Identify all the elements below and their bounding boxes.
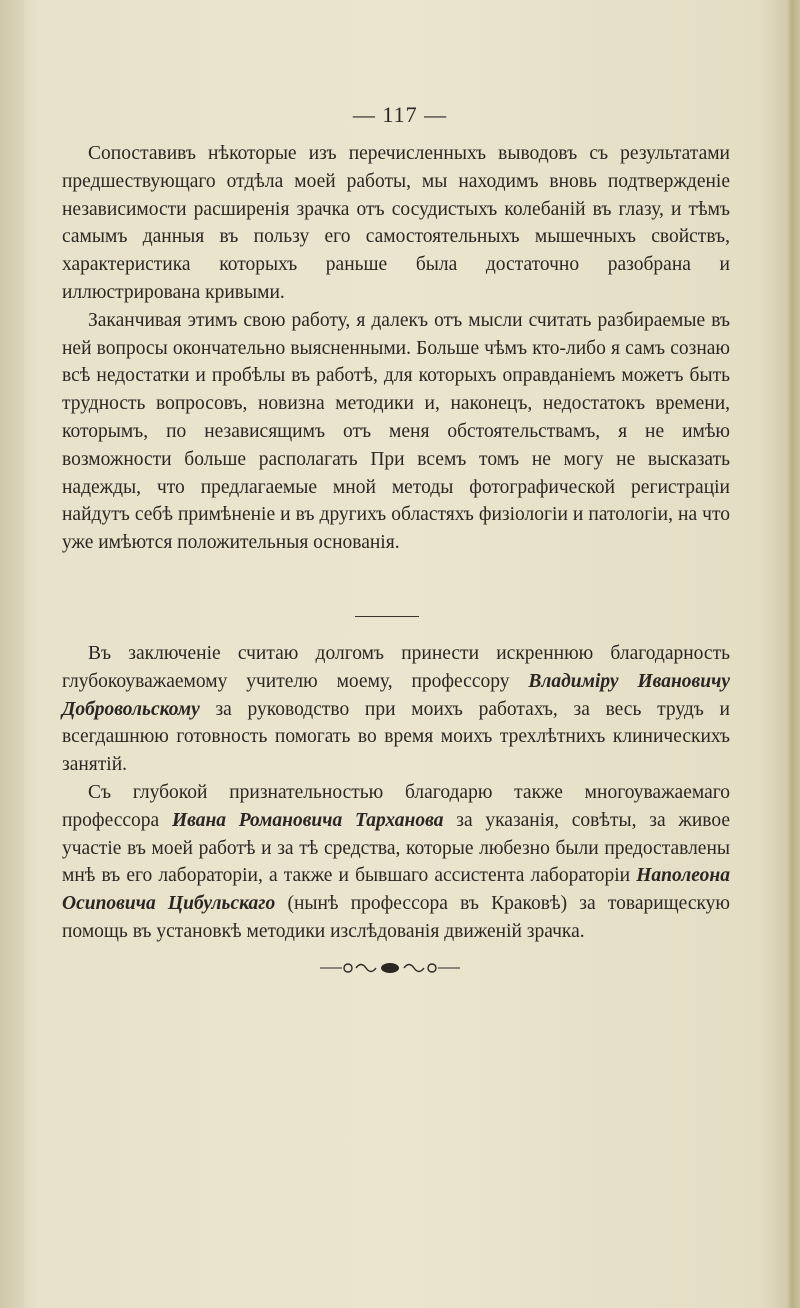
- page-edge-right: [786, 0, 800, 1308]
- page-number: — 117 —: [352, 102, 448, 127]
- acknowledgments-section: [62, 640, 730, 946]
- section-divider: [355, 616, 419, 617]
- thanks2-text-middle: за указанія, совѣты, за живое участіе въ моей работѣ и за тѣ средства, которые любезно были предоставлены мнѣ въ его лабораторіи, а также и бывшаго ассистента лабораторіи: [62, 809, 730, 887]
- thanks-text-after: за руководство при моихъ работахъ, за весь трудъ и всегдашнюю готовность помогать во время моихъ трехлѣтнихъ клиническихъ занятій.: [62, 698, 730, 776]
- thanks2-text-after: (нынѣ профессора въ Краковѣ) за товарищескую помощь въ установкѣ методики изслѣдованія движеній зрачка.: [62, 893, 730, 942]
- paragraph-closing: Заканчивая этимъ свою работу, я далекъ отъ мысли считать разбираемые въ ней вопросы окончательно выясненными. Больше чѣмъ кто-либо я самъ сознаю всѣ недостатки и пробѣлы въ работѣ, для которыхъ оправданіемъ можетъ быть трудность вопросовъ, новизна методики и, наконецъ, недостатокъ времени, которымъ, по независящимъ отъ меня обстоятельствамъ, я не имѣю возможности больше располагать При всемъ томъ не могу не высказать надежды, что предлагаемые мной методы фотографической регистраціи найдутъ себѣ примѣненіе и въ другихъ областяхъ физіологіи и патологіи, на что уже имѣются положительныя основанія.: [62, 309, 730, 554]
- paragraph-thanks-tarkhanov: [62, 779, 730, 946]
- name-dobrovolsky: Владиміру Ивановичу Добровольскому: [62, 670, 730, 720]
- thanks-text-before: Въ заключеніе считаю долгомъ принести искреннюю благодарность глубокоуважаемому учителю моему, профессору: [62, 643, 730, 692]
- thanks2-text-before: Съ глубокой признательностью благодарю также многоуважаемаго профессора: [62, 781, 730, 831]
- conclusion-section: [62, 140, 730, 557]
- name-tarkhanov: Ивана Романовича Тарханова: [171, 809, 444, 831]
- name-tsybulsky: Наполеона Осиповича Цибульскаго: [62, 865, 730, 915]
- end-ornament-icon: [320, 958, 460, 978]
- paragraph-results: Сопоставивъ нѣкоторые изъ перечисленныхъ выводовъ съ результатами предшествующаго отдѣла моей работы, мы находимъ вновь подтвержденіе независимости расширенія зрачка отъ сосудистыхъ колебаній въ глазу, и тѣмъ самымъ данныя въ пользу его самостоятельныхъ мышечныхъ свойствъ, характеристика которыхъ раньше была достаточно разобрана и иллюстрирована кривыми.: [62, 143, 730, 303]
- paragraph-thanks-dobrovolsky: [62, 640, 730, 779]
- page-edge-left: [0, 0, 24, 1308]
